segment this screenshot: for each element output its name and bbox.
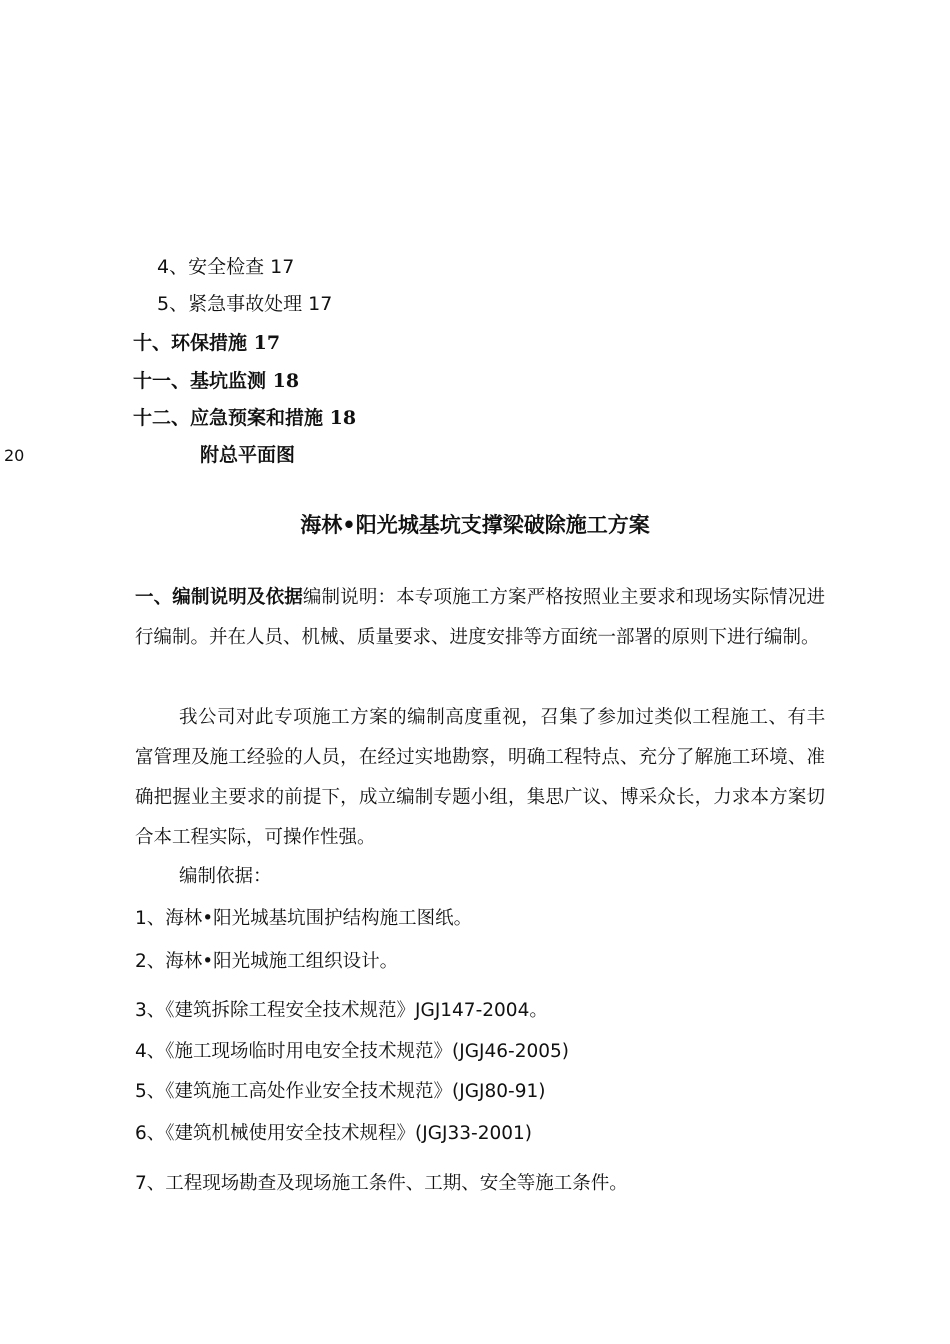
reference-item: 5、《建筑施工高处作业安全技术规范》(JGJ80-91)	[135, 1081, 546, 1102]
toc-item-emergency-plan: 十二、应急预案和措施 18	[133, 407, 357, 429]
basis-label: 编制依据：	[179, 866, 272, 887]
reference-item: 2、海林•阳光城施工组织设计。	[135, 951, 399, 972]
toc-item-emergency-handling: 5、紧急事故处理 17	[157, 293, 333, 315]
reference-item: 7、工程现场勘查及现场施工条件、工期、安全等施工条件。	[135, 1173, 628, 1194]
toc-attachment-site-plan: 附总平面图	[200, 444, 296, 466]
reference-item: 3、《建筑拆除工程安全技术规范》JGJ147-2004。	[135, 1000, 548, 1021]
reference-item: 6、《建筑机械使用安全技术规程》(JGJ33-2001)	[135, 1123, 533, 1144]
toc-item-pit-monitoring: 十一、基坑监测 18	[133, 370, 300, 392]
margin-page-number: 20	[4, 446, 25, 465]
document-title: 海林•阳光城基坑支撑梁破除施工方案	[300, 513, 650, 537]
toc-item-environmental-measures: 十、环保措施 17	[133, 332, 281, 354]
toc-item-safety-inspection: 4、安全检查 17	[157, 256, 295, 278]
section-intro-paragraph	[135, 578, 825, 658]
section-intro-text: 编制说明：本专项施工方案严格按照业主要求和现场实际情况进行编制。并在人员、机械、质量要求、进度安排等方面统一部署的原则下进行编制。	[135, 587, 825, 648]
reference-item: 4、《施工现场临时用电安全技术规范》(JGJ46-2005)	[135, 1041, 570, 1062]
reference-item: 1、海林•阳光城基坑围护结构施工图纸。	[135, 908, 473, 929]
section-heading: 一、编制说明及依据	[135, 587, 303, 608]
company-commitment-paragraph: 我公司对此专项施工方案的编制高度重视，召集了参加过类似工程施工、有丰富管理及施工经验的人员，在经过实地勘察，明确工程特点、充分了解施工环境、准确把握业主要求的前提下，成立编制专题小组，集思广议、博采众长，力求本方案切合本工程实际，可操作性强。	[135, 707, 825, 848]
